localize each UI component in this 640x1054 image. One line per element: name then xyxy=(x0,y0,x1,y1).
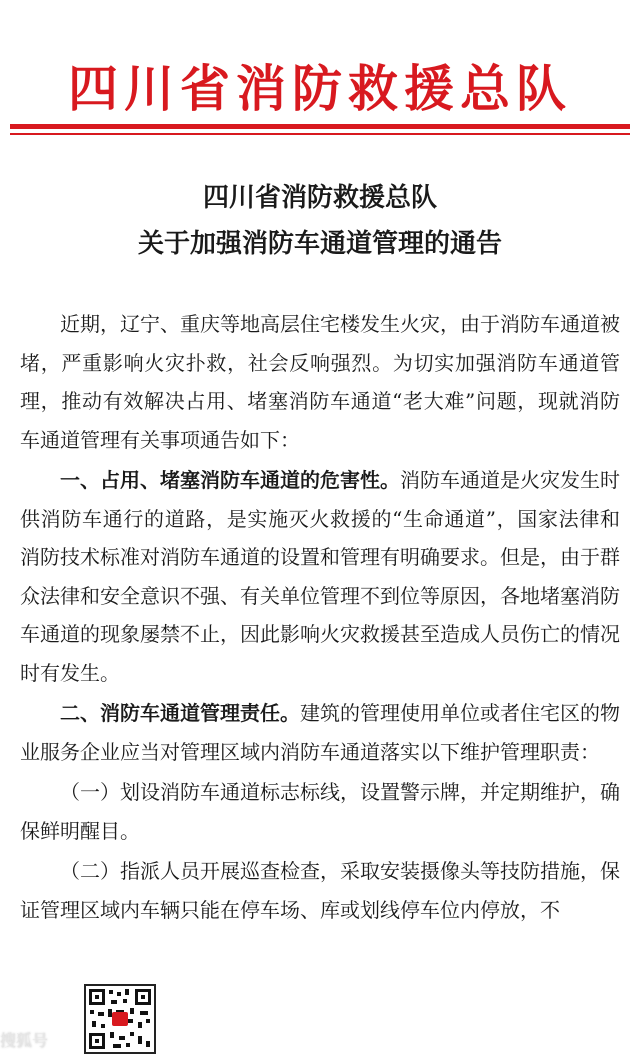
item-1-paragraph: （一）划设消防车通道标志标线，设置警示牌，并定期维护，确保鲜明醒目。 xyxy=(20,780,620,843)
item-2-paragraph: （二）指派人员开展巡查检查，采取安装摄像头等技防措施，保证管理区域内车辆只能在停车场、库或划线停车位内停放，不 xyxy=(20,859,620,922)
masthead-rule-thin xyxy=(10,133,630,135)
notice-title-line2: 关于加强消防车通道管理的通告 xyxy=(137,229,502,259)
section-2-paragraph xyxy=(20,694,620,771)
notice-body xyxy=(20,305,620,931)
masthead-rule-thick xyxy=(10,124,630,129)
section-1-text: 消防车通道是火灾发生时供消防车通行的道路，是实施灭火救援的“生命通道”，国家法律和消防技术标准对消防车通道的设置和管理有明确要求。但是，由于群众法律和安全意识不强、有关单位管理不到位等原因，各地堵塞消防车通道的现象屡禁不止，因此影响火灾救援甚至造成人员伤亡的情况时有发生。 xyxy=(20,468,620,685)
notice-title-line1: 四川省消防救援总队 xyxy=(202,183,437,213)
section-2-heading: 二、消防车通道管理责任。 xyxy=(60,701,300,725)
section-1-heading: 一、占用、堵塞消防车通道的危害性。 xyxy=(60,468,400,492)
section-1-paragraph xyxy=(20,461,620,692)
notice-title xyxy=(0,175,640,267)
watermark-text: 搜狐号 xyxy=(0,1031,49,1050)
section-2-text: 建筑的管理使用单位或者住宅区的物业服务企业应当对管理区域内消防车通道落实以下维护管理职责： xyxy=(20,701,620,764)
intro-paragraph: 近期，辽宁、重庆等地高层住宅楼发生火灾，由于消防车通道被堵，严重影响火灾扑救，社会反响强烈。为切实加强消防车通道管理，推动有效解决占用、堵塞消防车通道“老大难”问题，现就消防车通道管理有关事项通告如下： xyxy=(20,312,620,452)
qr-logo-badge xyxy=(112,1012,128,1026)
masthead-title: 四川省消防救援总队 xyxy=(68,60,572,118)
